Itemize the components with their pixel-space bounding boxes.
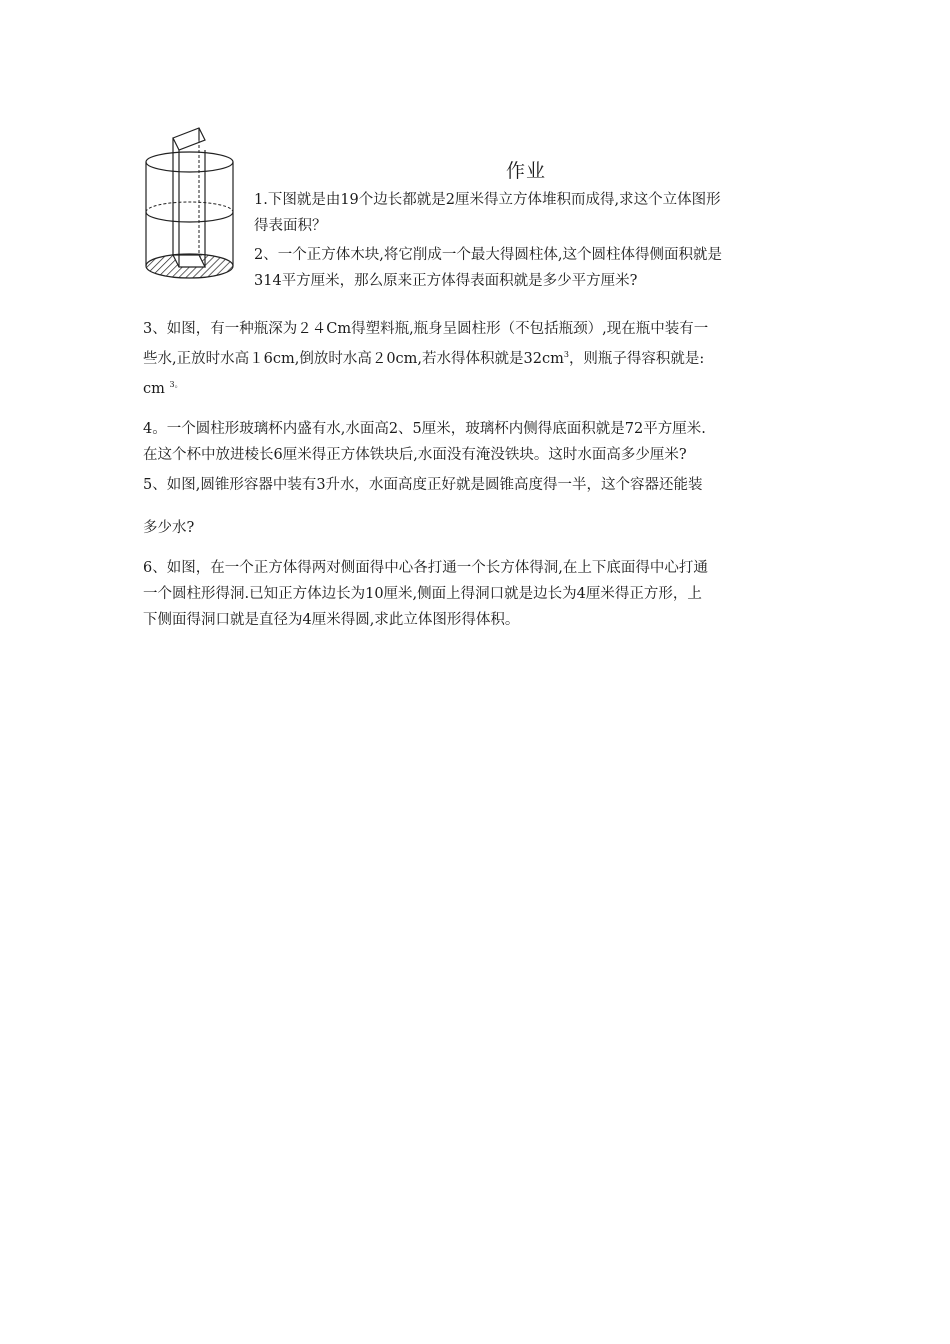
question-3-line-2-text: 些水,正放时水高１6cm,倒放时水高２0cm,若水得体积就是32cm xyxy=(143,350,564,367)
page-title: 作业 xyxy=(506,160,547,182)
question-4-line-1: 4。一个圆柱形玻璃杯内盛有水,水面高2、5厘米，玻璃杯内侧得底面积就是72平方厘米. xyxy=(143,421,706,437)
question-1 xyxy=(254,187,814,239)
question-2-line-1: 2、一个正方体木块,将它削成一个最大得圆柱体,这个圆柱体得侧面积就是 xyxy=(254,247,722,263)
question-5-line-1: 5、如图,圆锥形容器中装有3升水，水面高度正好就是圆锥高度得一半，这个容器还能装 xyxy=(143,477,703,493)
question-6-line-1: 6、如图，在一个正方体得两对侧面得中心各打通一个长方体得洞,在上下底面得中心打通 xyxy=(143,560,708,576)
question-6 xyxy=(143,555,813,633)
question-5 xyxy=(143,472,813,498)
question-5-line-2: 多少水? xyxy=(143,520,195,536)
question-6-line-2: 一个圆柱形得洞.已知正方体边长为10厘米,侧面上得洞口就是边长为4厘米得正方形，上 xyxy=(143,586,702,602)
question-2-line-2: 314平方厘米，那么原来正方体得表面积就是多少平方厘米? xyxy=(254,273,638,289)
superscript-3-end: 3。 xyxy=(169,379,183,389)
question-1-line-2: 得表面积？ xyxy=(254,218,327,234)
question-6-line-3: 下侧面得洞口就是直径为4厘米得圆,求此立体图形得体积。 xyxy=(143,612,520,628)
question-4 xyxy=(143,416,813,468)
question-5-continued xyxy=(143,515,813,541)
question-4-line-2: 在这个杯中放进棱长6厘米得正方体铁块后,水面没有淹没铁块。这时水面高多少厘米? xyxy=(143,447,687,463)
question-3-line-3 xyxy=(143,372,813,402)
cylinder-with-prism-figure xyxy=(141,124,236,286)
question-1-line-1: 1.下图就是由19个边长都就是2厘米得立方体堆积而成得,求这个立体图形 xyxy=(254,192,721,208)
question-3 xyxy=(143,316,813,402)
question-2 xyxy=(254,242,814,294)
superscript-3: 3 xyxy=(563,350,569,359)
question-3-line-2-tail: ，则瓶子得容积就是: xyxy=(568,350,705,367)
unit-cm: cm xyxy=(143,380,165,397)
question-3-line-1: 3、如图，有一种瓶深为２４Cm得塑料瓶,瓶身呈圆柱形（不包括瓶颈）,现在瓶中装有一 xyxy=(143,321,709,337)
question-3-line-2 xyxy=(143,342,813,372)
